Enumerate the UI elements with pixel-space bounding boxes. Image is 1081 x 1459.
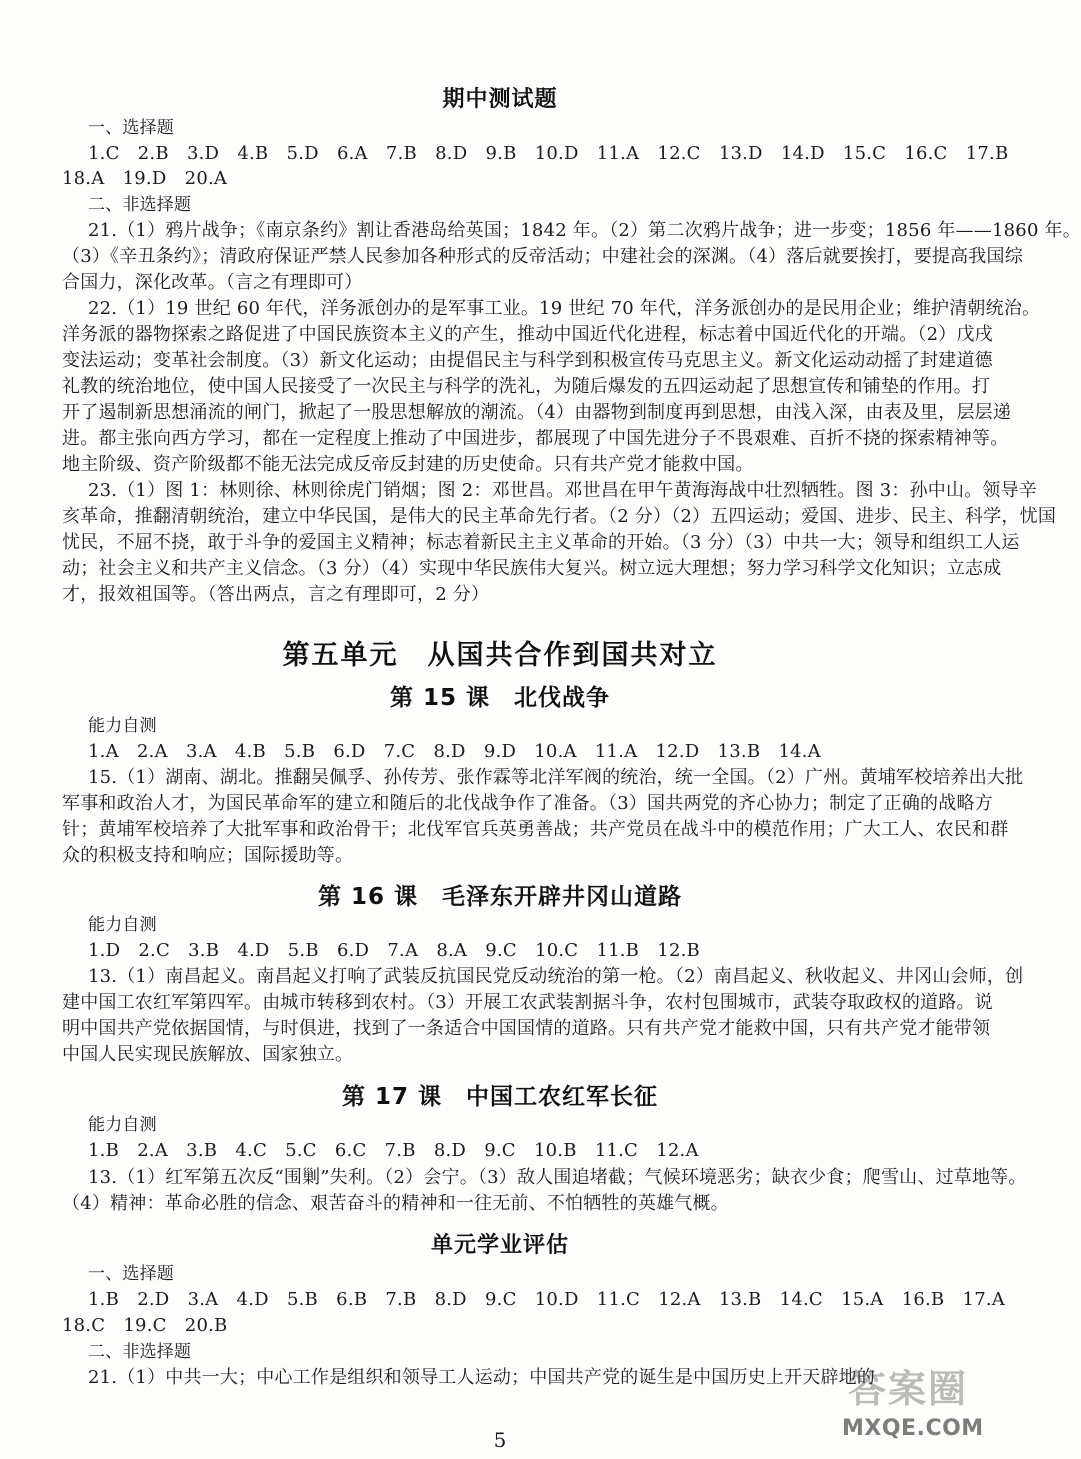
assessment-answers-line-2: 18.C 19.C 20.B [62,1315,228,1336]
midterm-q21-line: （3）《辛丑条约》；清政府保证严禁人民参加各种形式的反帝活动；中建社会的深渊。（4）落后就要挨打，要提高我国综 [62,246,1023,267]
lesson-15-answers: 1.A 2.A 3.A 4.B 5.B 6.D 7.C 8.D 9.D 10.A 11.A 12.D 13.B 14.A [88,741,821,762]
watermark-url: MXQE.COM [842,1416,984,1441]
lesson-16-answers: 1.D 2.C 3.B 4.D 5.B 6.D 7.A 8.A 9.C 10.C 11.B 12.B [88,940,700,961]
midterm-q23-line: 动；社会主义和共产主义信念。（3 分）（4）实现中华民族伟大复兴。树立远大理想；努力学习科学文化知识；立志成 [62,558,1002,579]
midterm-title: 期中测试题 [442,87,558,112]
midterm-q23-line: 亥革命，推翻清朝统治，建立中华民国，是伟大的民主革命先行者。（2 分）（2）五四运动；爱国、进步、民主、科学，忧国 [62,506,1057,527]
lesson-15-self-test-label: 能力自测 [88,716,157,736]
midterm-q21-line: 合国力，深化改革。（言之有理即可） [62,272,363,293]
site-watermark [842,1358,992,1454]
midterm-q22-line: 洋务派的器物探索之路促进了中国民族资本主义的产生，推动中国近代化进程，标志着中国近代化的开端。（2）戊戌 [62,324,993,345]
midterm-q23-line: 才，报效祖国等。（答出两点，言之有理即可，2 分） [62,584,490,605]
midterm-q21-line: 21.（1）鸦片战争；《南京条约》割让香港岛给英国；1842 年。（2）第二次鸦片战争；进一步变；1856 年——1860 年。 [88,220,1081,241]
lesson-15-title: 第 15 课 北伐战争 [389,685,611,711]
midterm-answers-line-1: 1.C 2.B 3.D 4.B 5.D 6.A 7.B 8.D 9.B 10.D 11.A 12.C 13.D 14.D 15.C 16.C 17.B [88,143,1009,164]
lesson-17-self-test-label: 能力自测 [88,1115,157,1135]
unit-title: 第五单元 从国共合作到国共对立 [282,640,718,671]
midterm-q22-line: 变法运动；变革社会制度。（3）新文化运动；由提倡民主与科学到积极宣传马克思主义。新文化运动动摇了封建道德 [62,350,993,371]
lesson-16-q13-line: 中国人民实现民族解放、国家独立。 [62,1044,354,1065]
midterm-q22-line: 地主阶级、资产阶级都不能无法完成反帝反封建的历史使命。只有共产党才能救中国。 [62,454,754,475]
midterm-q23-line: 23.（1）图 1：林则徐、林则徐虎门销烟；图 2：邓世昌。邓世昌在甲午黄海海战中壮烈牺牲。图 3：孙中山。领导辛 [88,480,1037,501]
midterm-section-nonchoice: 二、非选择题 [88,195,192,215]
lesson-15-q15-line: 军事和政治人才，为国民革命军的建立和随后的北伐战争作了准备。（3）国共两党的齐心协力；制定了正确的战略方 [62,793,993,814]
midterm-q22-line: 礼教的统治地位，使中国人民接受了一次民主与科学的洗礼，为随后爆发的五四运动起了思想宣传和铺垫的作用。打 [62,376,991,397]
lesson-15-q15-line: 针；黄埔军校培养了大批军事和政治骨干；北伐军官兵英勇善战；共产党员在战斗中的模范作用；广大工人、农民和群 [62,819,1009,840]
assessment-q21-line: 21.（1）中共一大；中心工作是组织和领导工人运动；中国共产党的诞生是中国历史上开天辟地的 [88,1367,876,1388]
assessment-section-choice: 一、选择题 [88,1264,174,1284]
lesson-16-q13-line: 13.（1）南昌起义。南昌起义打响了武装反抗国民党反动统治的第一枪。（2）南昌起义、秋收起义、井冈山会师，创 [88,966,1024,987]
lesson-15-q15-line: 15.（1）湖南、湖北。推翻吴佩孚、孙传芳、张作霖等北洋军阀的统治，统一全国。（2）广州。黄埔军校培养出大批 [88,767,1024,788]
page-number: 5 [493,1428,507,1452]
watermark-logo: 答案圈 [848,1367,969,1411]
assessment-section-nonchoice: 二、非选择题 [88,1342,192,1362]
lesson-17-answers: 1.B 2.A 3.B 4.C 5.C 6.C 7.B 8.D 9.C 10.B 11.C 12.A [88,1140,699,1161]
lesson-17-q13-line: 13.（1）红军第五次反“围剿”失利。（2）会宁。（3）敌人围追堵截；气候环境恶劣；缺衣少食；爬雪山、过草地等。 [88,1167,1027,1188]
midterm-q23-line: 忧民，不屈不挠，敢于斗争的爱国主义精神；标志着新民主主义革命的开始。（3 分）（3）中共一大；领导和组织工人运 [62,532,1020,553]
midterm-section-choice: 一、选择题 [88,118,174,138]
midterm-q22-line: 进。都主张向西方学习，都在一定程度上推动了中国进步，都展现了中国先进分子不畏艰难、百折不挠的探索精神等。 [62,428,1009,449]
lesson-16-q13-line: 明中国共产党依据国情，与时俱进，找到了一条适合中国国情的道路。只有共产党才能救中国，只有共产党才能带领 [62,1018,991,1039]
lesson-16-self-test-label: 能力自测 [88,915,157,935]
lesson-16-title: 第 16 课 毛泽东开辟井冈山道路 [317,884,683,910]
midterm-q22-line: 22.（1）19 世纪 60 年代，洋务派创办的是军事工业。19 世纪 70 年代，洋务派创办的是民用企业；维护清朝统治。 [88,298,1041,319]
assessment-answers-line-1: 1.B 2.D 3.A 4.D 5.B 6.B 7.B 8.D 9.C 10.D 11.C 12.A 13.B 14.C 15.A 16.B 17.A [88,1289,1005,1310]
midterm-q22-line: 开了遏制新思想涌流的闸门，掀起了一股思想解放的潮流。（4）由器物到制度再到思想，由浅入深，由表及里，层层递 [62,402,1012,423]
lesson-15-q15-line: 众的积极支持和响应；国际援助等。 [62,845,354,866]
assessment-title: 单元学业评估 [430,1233,569,1258]
lesson-17-title: 第 17 课 中国工农红军长征 [341,1084,659,1110]
midterm-answers-line-2: 18.A 19.D 20.A [62,168,228,189]
lesson-16-q13-line: 建中国工农红军第四军。由城市转移到农村。（3）开展工农武装割据斗争，农村包围城市，武装夺取政权的道路。说 [62,992,993,1013]
lesson-17-q13-line: （4）精神：革命必胜的信念、艰苦奋斗的精神和一往无前、不怕牺牲的英雄气概。 [62,1193,729,1214]
